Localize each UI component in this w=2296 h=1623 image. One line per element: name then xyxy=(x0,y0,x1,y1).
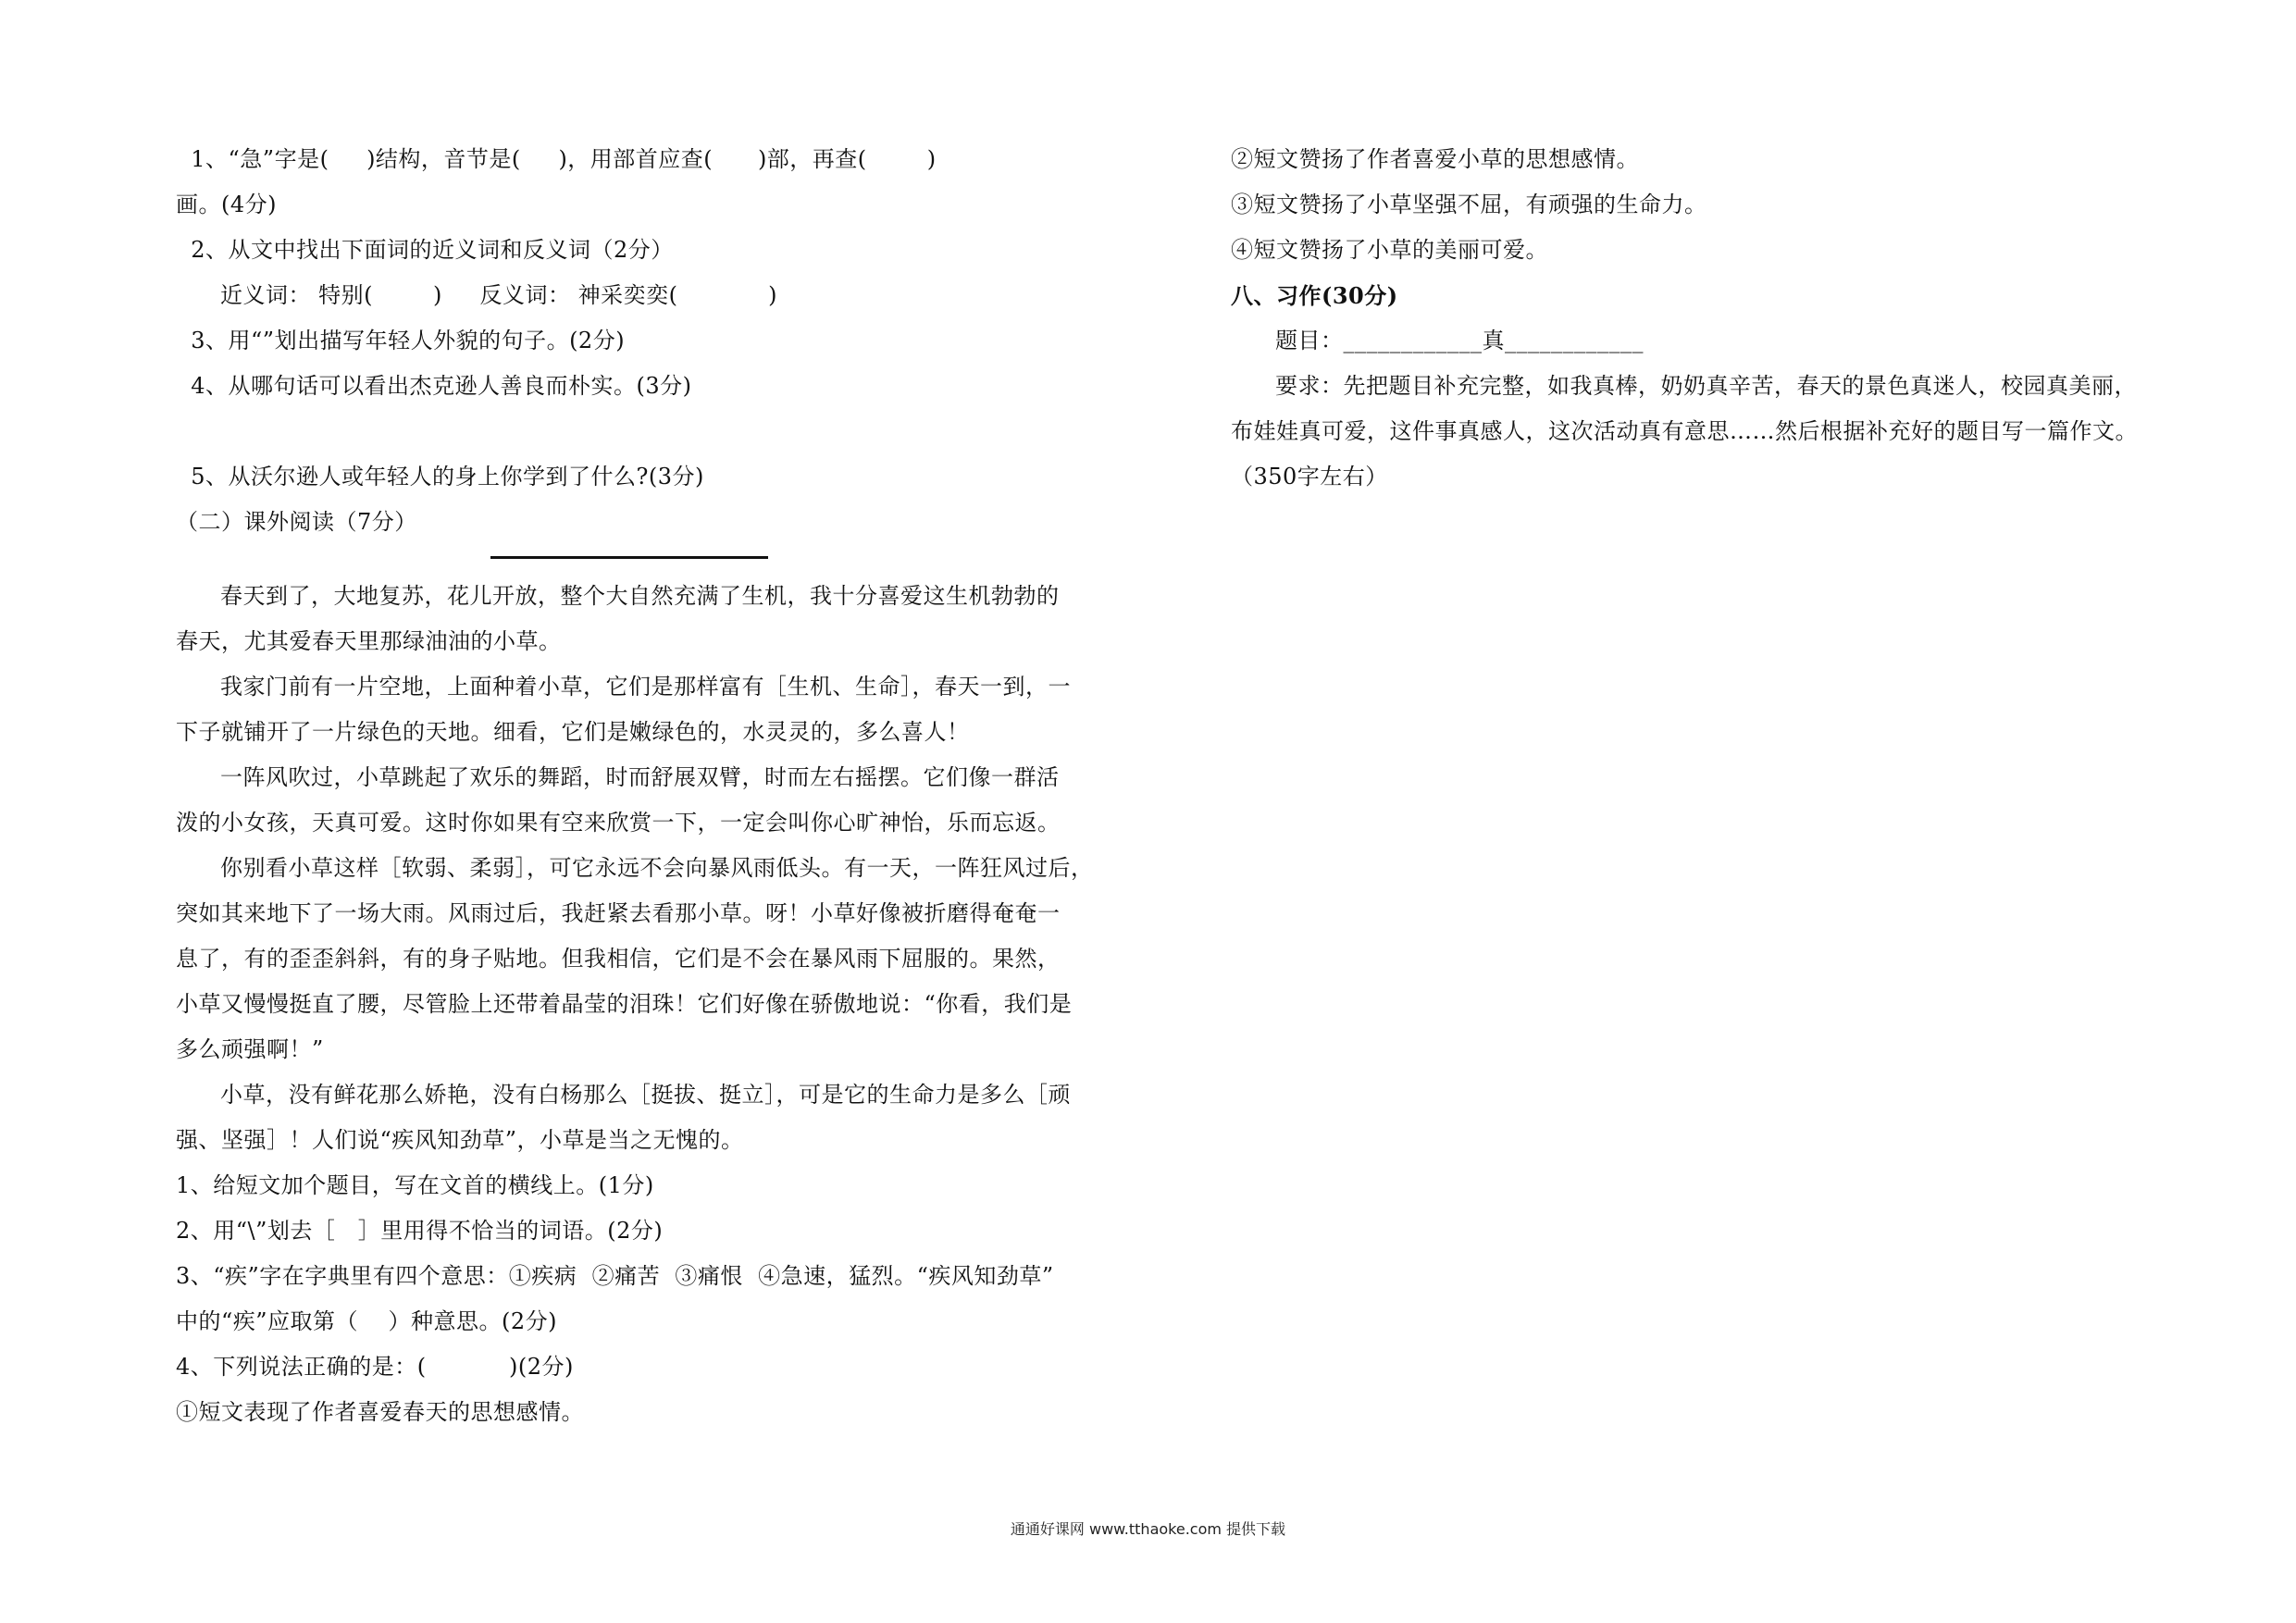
passage-line: 春天，尤其爱春天里那绿油油的小草。 xyxy=(176,628,562,654)
section-heading-extracurricular-reading: （二）课外阅读（7分） xyxy=(176,509,417,535)
reading-question-4-option-1: ①短文表现了作者喜爱春天的思想感情。 xyxy=(176,1399,584,1425)
left-column xyxy=(176,137,1097,1435)
question-3: 3、用“”划出描写年轻人外貌的句子。(2分) xyxy=(176,328,626,353)
question-4: 4、从哪句话可以看出杰克逊人善良而朴实。(3分) xyxy=(176,373,692,399)
reading-question-4-option-3: ③短文赞扬了小草坚强不屈，有顽强的生命力。 xyxy=(1231,192,1707,217)
passage-line: 息了，有的歪歪斜斜，有的身子贴地。但我相信，它们是不会在暴风雨下屈服的。果然， xyxy=(176,946,1061,972)
reading-question-1: 1、给短文加个题目，写在文首的横线上。(1分) xyxy=(176,1172,654,1198)
question-1-line-1: 1、“急”字是( )结构，音节是( )，用部首应查( )部，再查( ) xyxy=(176,146,937,172)
passage-title-blank-line xyxy=(490,556,768,559)
passage-line: 小草又慢慢挺直了腰，尽管脸上还带着晶莹的泪珠！它们好像在骄傲地说：“你看，我们是 xyxy=(176,991,1073,1017)
reading-question-4-option-4: ④短文赞扬了小草的美丽可爱。 xyxy=(1231,237,1548,263)
passage-line: 下子就铺开了一片绿色的天地。细看，它们是嫩绿色的，水灵灵的，多么喜人！ xyxy=(176,719,970,745)
composition-requirement-line: 要求：先把题目补充完整，如我真棒，奶奶真辛苦，春天的景色真迷人，校园真美丽， xyxy=(1275,373,2137,399)
passage-line: 我家门前有一片空地，上面种着小草，它们是那样富有［生机、生命］，春天一到，一 xyxy=(220,674,1071,700)
reading-question-4-option-2: ②短文赞扬了作者喜爱小草的思想感情。 xyxy=(1231,146,1639,172)
page-footer: 通通好课网 www.tthaoke.com 提供下载 xyxy=(1010,1520,1286,1538)
passage-line: 一阵风吹过，小草跳起了欢乐的舞蹈，时而舒展双臂，时而左右摇摆。它们像一群活 xyxy=(220,764,1060,790)
question-5: 5、从沃尔逊人或年轻人的身上你学到了什么?(3分) xyxy=(176,464,704,489)
composition-topic: 题目：____________真____________ xyxy=(1275,328,1644,353)
passage-line: 泼的小女孩，天真可爱。这时你如果有空来欣赏一下，一定会叫你心旷神怡，乐而忘返。 xyxy=(176,810,1061,836)
reading-question-4: 4、下列说法正确的是：( )(2分) xyxy=(176,1354,574,1380)
answer-space xyxy=(176,409,1097,454)
passage-line: 春天到了，大地复苏，花儿开放，整个大自然充满了生机，我十分喜爱这生机勃勃的 xyxy=(220,583,1060,609)
right-column xyxy=(1231,137,2156,500)
reading-question-3-line-2: 中的“疾”应取第（ ）种意思。(2分) xyxy=(176,1308,558,1334)
passage-line: 强、坚强］！人们说“疾风知劲草”，小草是当之无愧的。 xyxy=(176,1127,744,1153)
composition-requirement-line: 布娃娃真可爱，这件事真感人，这次活动真有意思……然后根据补充好的题目写一篇作文。 xyxy=(1231,418,2138,444)
composition-requirement-line: （350字左右） xyxy=(1231,464,1388,489)
question-2: 2、从文中找出下面词的近义词和反义词（2分） xyxy=(176,237,674,263)
reading-question-2: 2、用“\”划去［ ］里用得不恰当的词语。(2分) xyxy=(176,1218,664,1244)
question-1-line-2: 画。(4分) xyxy=(176,192,277,217)
question-2-words: 近义词： 特别( ) 反义词： 神采奕奕( ) xyxy=(220,282,777,308)
passage-line: 你别看小草这样［软弱、柔弱］，可它永远不会向暴风雨低头。有一天，一阵狂风过后， xyxy=(220,855,1094,881)
section-heading-composition: 八、习作(30分) xyxy=(1231,282,1398,309)
passage-line: 多么顽强啊！” xyxy=(176,1036,324,1062)
passage-line: 突如其来地下了一场大雨。风雨过后，我赶紧去看那小草。呀！小草好像被折磨得奄奄一 xyxy=(176,900,1061,926)
passage-line: 小草，没有鲜花那么娇艳，没有白杨那么［挺拔、挺立］，可是它的生命力是多么［顽 xyxy=(220,1082,1071,1108)
reading-question-3-line-1: 3、“疾”字在字典里有四个意思：①疾病 ②痛苦 ③痛恨 ④急速，猛烈。“疾风知劲草” xyxy=(176,1263,1054,1289)
